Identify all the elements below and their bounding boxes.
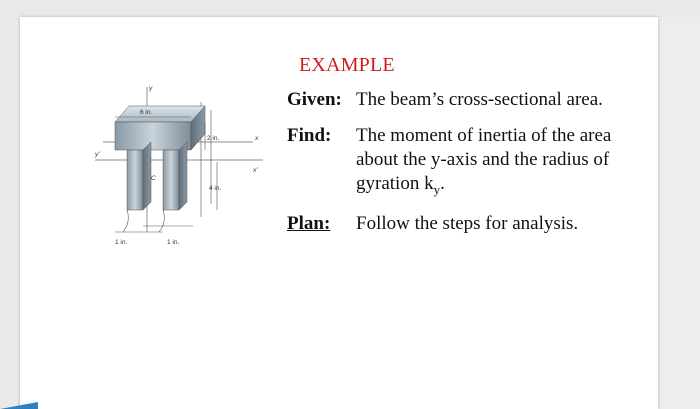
given-label: Given: [287, 89, 342, 110]
flange-front-face [115, 122, 191, 150]
axis-x-label: x [255, 135, 259, 142]
corner-accent [0, 402, 38, 409]
axis-y-label: y [149, 85, 153, 92]
centroid-label: C [151, 175, 156, 182]
axis-yprime-label: y' [95, 151, 100, 158]
dim-top-label: 6 in. [140, 109, 153, 116]
plan-label: Plan: [287, 213, 331, 234]
axis-xprime-label: x' [253, 167, 258, 174]
plan-row [287, 212, 647, 236]
dim-bottom-left-label: 1 in. [115, 239, 128, 246]
gyration-period: . [440, 173, 445, 194]
left-web [127, 150, 143, 210]
find-line-1: The moment of inertia of the area [356, 125, 612, 146]
gyration-subscript: y [433, 182, 441, 197]
dim-bottom-right-label: 1 in. [167, 239, 180, 246]
right-web [163, 150, 179, 210]
find-line-2: about the y-axis and the radius of [356, 149, 610, 170]
given-text: The beam’s cross-sectional area. [356, 89, 603, 110]
dim-right-upper-label: 2 in. [207, 135, 220, 142]
gyration-text: gyration k [356, 173, 434, 194]
find-label: Find: [287, 125, 332, 146]
beam-figure [93, 82, 273, 262]
background-strip [658, 17, 700, 409]
find-line-3 [356, 172, 445, 201]
plan-text: Follow the steps for analysis. [356, 213, 579, 234]
flange-top-face [115, 106, 205, 122]
given-row [287, 88, 647, 112]
slide-title: EXAMPLE [299, 54, 395, 76]
find-row [287, 124, 647, 196]
dim-right-lower-label: 4 in. [209, 185, 222, 192]
